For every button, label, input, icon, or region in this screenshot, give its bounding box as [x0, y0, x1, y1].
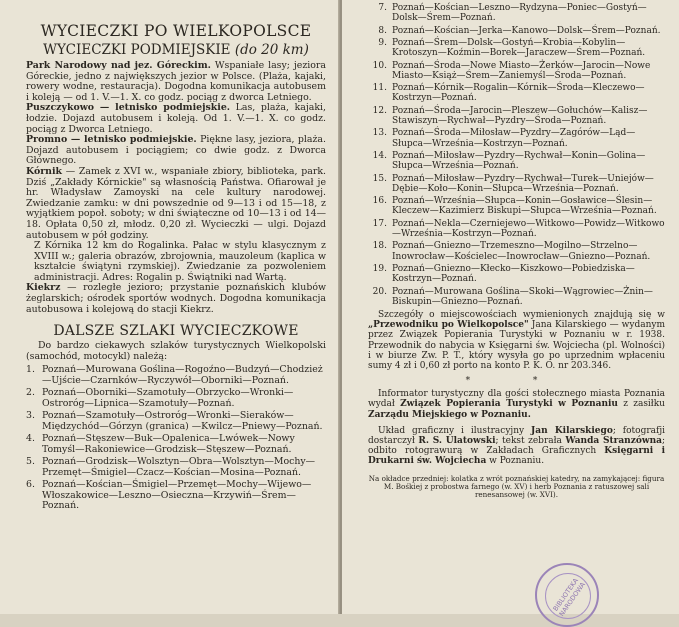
note-text: Szczegóły o miejscowościach wymienionych znajdują się w — [378, 309, 665, 320]
note-text: Informator turystyczny dla gości stołecznego miasta Poznania wydał — [368, 389, 665, 410]
routes-intro: Do bardzo ciekawych szlaków turystycznych Wielkopolski (samochód, motocykl) należą: — [26, 340, 326, 362]
entry-rogalin — [26, 241, 326, 283]
note-text: ; fotografji dostarczył — [368, 425, 665, 446]
note-text: Układ graficzny i ilustracyjny — [378, 425, 532, 436]
route-text: Poznań—Nekla—Czerniejewo—Witkowo—Powidz—Witkowo—Września—Kostrzyn—Poznań. — [392, 218, 665, 239]
route-text: Poznań—Murowana Goślina—Skoki—Wągrowiec—Żnin—Biskupin—Gniezno—Poznań. — [392, 286, 653, 307]
route-item — [368, 264, 665, 284]
entry-text: Wspaniałe lasy; jeziora Góreckie, jedno z największych jezior w Polsce. (Plaża, kajaki, rowery wodne, restauracja). Dogodna komunikacja autobusem i koleją — od 1. V.—1. X. co godz. pociąg z dworca Letniego. — [26, 60, 326, 103]
entry-text: — Zamek z XVI w., wspaniałe zbiory, biblioteka, park. Dziś „Zakłady Kórnickie" są własnością Państwa. Ofiarował je hr. Władysław Zamoyski na cele kultury narodowej. Zwiedzanie zamku: w dni powszednie od 9—13 i od 15—18, z wyjątkiem popoł. soboty; w dni świąteczne od 10—13 i od 14—18. Opłata 0,50 zł, młodz. 0,20 zł. Wycieczki — ulgi. Dojazd autobusem w pół godziny. — [26, 165, 326, 241]
route-item — [26, 457, 326, 478]
route-list-left — [26, 365, 326, 512]
subtitle-range: (do 20 km) — [234, 42, 309, 58]
route-number: 12. — [372, 105, 387, 116]
route-item — [368, 3, 665, 23]
entry-name: Park Narodowy nad jez. Góreckim. — [26, 60, 211, 71]
route-item — [26, 480, 326, 512]
route-text: Poznań—Środa—Miłosław—Pyzdry—Zagórów—Ląd—Słupca—Września—Kostrzyn—Poznań. — [392, 128, 636, 149]
route-number: 19. — [372, 263, 387, 274]
guidebook-note — [368, 310, 665, 371]
entry-name: Puszczykowo — letnisko podmiejskie. — [26, 102, 231, 114]
route-text: Poznań—Gniezno—Kłecko—Kiszkowo—Pobiedziska—Kostrzyn—Poznań. — [392, 263, 635, 285]
route-number: 9. — [378, 37, 387, 48]
entry-text: — rozległe jezioro; przystanie poznańskich klubów żeglarskich; ośrodek sportów wodnych. Dogodna komunikacja autobusowa i kolejową do stacji Kiekrz. — [26, 282, 326, 315]
route-number: 3. — [26, 410, 35, 422]
route-number: 8. — [378, 25, 387, 36]
section-stars: * * — [465, 376, 568, 387]
route-item — [368, 26, 665, 36]
left-page — [0, 0, 340, 614]
route-text: Poznań—Kościan—Leszno—Rydzyna—Poniec—Gostyń—Dolsk—Śrem—Poznań. — [392, 3, 647, 24]
route-number: 18. — [372, 241, 387, 252]
route-item — [368, 151, 665, 171]
route-number: 13. — [372, 128, 387, 139]
page-title: WYCIECZKI PO WIELKOPOLSCE — [40, 22, 312, 40]
route-text: Poznań—Kórnik—Rogalin—Kórnik—Środa—Kleczewo—Kostrzyn—Poznań. — [392, 83, 645, 104]
route-number: 17. — [372, 218, 387, 229]
route-text: Poznań—Gniezno—Trzemeszno—Mogilno—Strzelno—Inowrocław—Kościelec—Inowrocław—Gniezno—Poznań. — [392, 241, 651, 262]
note-text: w Poznaniu. — [486, 456, 545, 467]
route-number: 1. — [26, 364, 35, 376]
route-text: Poznań—Środa—Nowe Miasto—Żerków—Jarocin—Nowe Miasto—Książ—Śrem—Zaniemyśl—Środa—Poznań. — [392, 60, 651, 81]
route-text: Poznań—Śrem—Dolsk—Gostyń—Krobia—Kobylin—Krotoszyn—Koźmin—Borek—Jaraczew—Śrem—Poznań. — [392, 37, 646, 59]
entry-name: Kiekrz — [26, 282, 61, 294]
route-text: Poznań—Września—Słupca—Konin—Gosławice—Ślesin—Kleczew—Kazimierz Biskupi—Słupca—Września—Poznań. — [392, 196, 657, 217]
route-item — [26, 388, 326, 409]
route-number: 15. — [372, 173, 387, 184]
route-item — [26, 434, 326, 455]
route-text: Poznań—Murowana Goślina—Rogoźno—Budzyń—Chodzież—Ujście—Czarnków—Ryczywół—Oborniki—Poznań. — [42, 364, 323, 386]
route-number: 11. — [372, 83, 387, 94]
entry-kiekrz — [26, 283, 326, 315]
stamp-text: BIBLIOTEKA NARODOWA — [551, 576, 587, 618]
cover-caption: Na okładce przedniej: kolatka z wrót poznańskiej katedry, na zamykającej: figura M. Bośkiej z probostwa farnego (w. XV) i herb Poznania z ratuszowej sali renesansowej (w. XVI). — [368, 473, 665, 500]
publisher-name: Związek Popierania Turystyki w Poznaniu — [400, 399, 618, 410]
credits-note — [368, 426, 665, 467]
entry-name: Kórnik — [26, 165, 63, 177]
route-text: Poznań—Oborniki—Szamotuły—Obrzycko—Wronki—Ostroróg—Lipnica—Szamotuły—Poznań. — [42, 387, 294, 409]
route-text: Poznań—Miłosław—Pyzdry—Rychwał—Turek—Uniejów—Dębie—Koło—Konin—Słupca—Września—Poznań. — [392, 173, 654, 194]
designer-name: Jan Kilarskiego — [531, 425, 613, 436]
subtitle-text: WYCIECZKI PODMIEJSKIE — [43, 42, 231, 58]
route-item — [368, 61, 665, 81]
photographer-name: R. S. Ulatowski — [418, 435, 496, 446]
route-text: Poznań—Kościan—Jerka—Kanowo—Dolsk—Śrem—Poznań. — [392, 25, 661, 36]
route-number: 16. — [372, 196, 387, 207]
entry-puszczykowo — [26, 103, 326, 135]
guidebook-title: „Przewodniku po Wielkopolsce" — [368, 320, 529, 331]
route-item — [368, 128, 665, 148]
right-page — [342, 0, 679, 614]
printer-name: Księgarni i Drukarni św. Wojciecha — [368, 446, 665, 467]
entry-text: Z Kórnika 12 km do Rogalinka. Pałac w stylu klasycznym z XVIII w.; galeria obrazów, zbrojownia, mauzoleum (kaplica w kształcie świątyni rzymskiej). Zwiedzanie za pozwoleniem administracji. Adres: Rogalin p. Świątniki nad Wartą. — [34, 240, 326, 283]
entry-name: Promno — letnisko podmiejskie. — [26, 134, 197, 146]
route-item — [368, 83, 665, 103]
route-number: 6. — [26, 479, 35, 491]
route-number: 5. — [26, 456, 35, 468]
section-title-suburban — [26, 42, 326, 58]
route-number: 2. — [26, 387, 35, 399]
entry-promno — [26, 135, 326, 167]
route-item — [26, 365, 326, 386]
route-item — [368, 287, 665, 307]
route-item — [368, 196, 665, 216]
route-text: Poznań—Szamotuły—Ostroróg—Wronki—Sieraków—Międzychód—Górzyn (granica) —Kwilcz—Pniewy—Poznań. — [42, 410, 323, 432]
route-item — [368, 106, 665, 126]
route-number: 7. — [378, 3, 387, 13]
route-text: Poznań—Środa—Jarocin—Pleszew—Gołuchów—Kalisz—Stawiszyn—Rychwał—Pyzdry—Środa—Poznań. — [392, 105, 648, 126]
route-number: 10. — [372, 60, 387, 71]
route-item — [368, 174, 665, 194]
note-text: ; odbito rotograwurą w Zakładach Graficznych — [368, 435, 666, 457]
entry-kornik — [26, 167, 326, 241]
funding-body: Zarządu Miejskiego w Poznaniu. — [368, 409, 531, 420]
route-text: Poznań—Miłosław—Pyzdry—Rychwał—Konin—Golina—Słupca—Września—Poznań. — [392, 150, 646, 172]
route-number: 20. — [372, 286, 387, 297]
suburban-list — [26, 61, 326, 315]
note-text: Jana Kilarskiego — wydanym przez Związek Popierania Turystyki w Poznaniu w r. 1938. Przewodnik do nabycia w Księgarni św. Wojciecha (pl. Wolności) i w biurze Zw. P. T., który wysyła go po uprzednim wpłaceniu sumy 4 zł i 0,60 zł porto na konto P. K. O. nr 203.346. — [368, 320, 665, 371]
route-item — [368, 38, 665, 58]
entry-text: Piękne lasy, jeziora, plaża. Dojazd autobusem i pociągiem; co dwie godz. z Dworca Głównego. — [26, 134, 326, 167]
route-text: Poznań—Grodzisk—Wolsztyn—Obra—Wolsztyn—Mochy—Przemęt—Śmigiel—Czacz—Kościan—Mosina—Poznań. — [42, 456, 316, 478]
publisher-note — [368, 389, 665, 420]
route-item — [368, 241, 665, 261]
route-number: 14. — [372, 150, 387, 161]
section-title-routes: DALSZE SZLAKI WYCIECZKOWE — [53, 323, 299, 340]
route-text: Poznań—Stęszew—Buk—Opalenica—Lwówek—Nowy Tomyśl—Rakoniewice—Grodzisk—Stęszew—Poznań. — [42, 433, 295, 455]
route-text: Poznań—Kościan—Śmigiel—Przemęt—Mochy—Wijewo—Włoszakowice—Leszno—Osieczna—Krzywiń—Śrem—Poznań. — [42, 479, 312, 512]
route-item — [368, 219, 665, 239]
entry-park-narodowy — [26, 61, 326, 103]
route-list-right — [368, 3, 665, 307]
entry-text: Las, plaża, kajaki, łodzie. Dojazd autobusem i koleją. Od 1. V.—1. X. co godz. pociąg z Dworca Letniego. — [26, 102, 326, 135]
route-item — [26, 411, 326, 432]
note-text: z zasiłku — [617, 399, 665, 410]
editor-name: Wanda Stranzówna — [565, 435, 662, 446]
library-stamp — [535, 563, 599, 627]
note-text: ; tekst zebrała — [495, 435, 566, 446]
route-number: 4. — [26, 433, 35, 445]
